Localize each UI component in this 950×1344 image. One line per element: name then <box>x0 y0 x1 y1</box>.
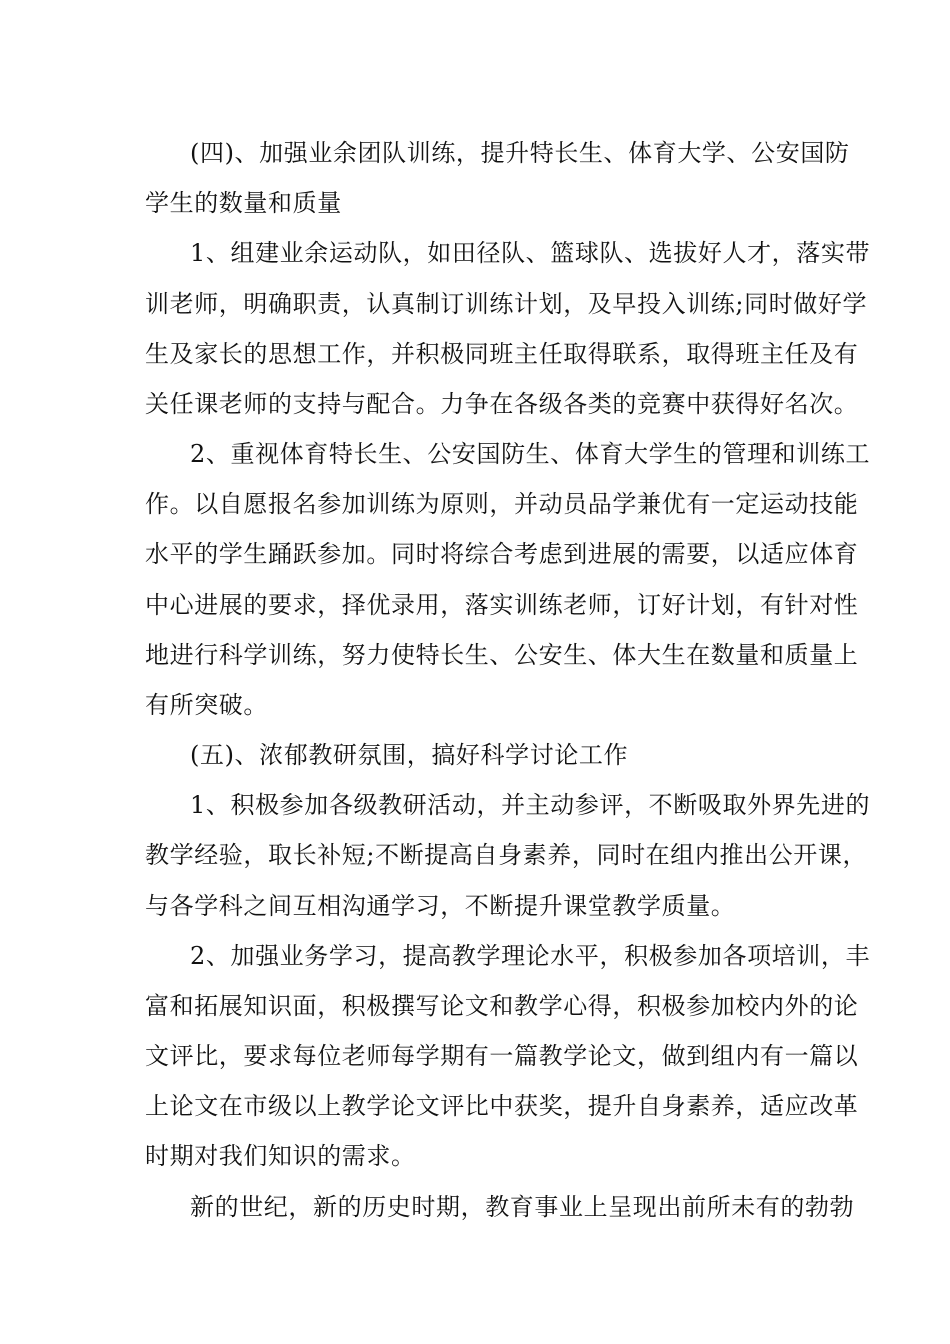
section-heading-five: (五)、浓郁教研氛围，搞好科学讨论工作 <box>190 741 629 769</box>
paragraph-line: 中心进展的要求，择优录用，落实训练老师，订好计划，有针对性 <box>145 591 859 619</box>
paragraph-line: 时期对我们知识的需求。 <box>145 1142 416 1170</box>
paragraph-line: 上论文在市级以上教学论文评比中获奖，提升自身素养，适应改革 <box>145 1092 859 1120</box>
paragraph-line: 作。以自愿报名参加训练为原则，并动员品学兼优有一定运动技能 <box>145 490 859 518</box>
paragraph-line: 1、积极参加各级教研活动，并主动参评，不断吸取外界先进的 <box>190 791 871 819</box>
paragraph-line: 1、组建业余运动队，如田径队、篮球队、选拔好人才，落实带 <box>190 239 871 267</box>
paragraph-line: 地进行科学训练，努力使特长生、公安生、体大生在数量和质量上 <box>145 641 859 669</box>
paragraph-line: 与各学科之间互相沟通学习，不断提升课堂教学质量。 <box>145 892 736 920</box>
paragraph-line: 训老师，明确职责，认真制订训练计划，及早投入训练;同时做好学 <box>145 290 868 318</box>
paragraph-line: 生及家长的思想工作，并积极同班主任取得联系，取得班主任及有 <box>145 340 859 368</box>
paragraph-line: 新的世纪，新的历史时期，教育事业上呈现出前所未有的勃勃 <box>190 1193 855 1221</box>
paragraph-line: 2、重视体育特长生、公安国防生、体育大学生的管理和训练工 <box>190 440 871 468</box>
section-heading-four: (四)、加强业余团队训练，提升特长生、体育大学、公安国防 <box>190 139 850 167</box>
paragraph-line: 教学经验，取长补短;不断提高自身素养，同时在组内推出公开课， <box>145 841 868 869</box>
paragraph-line: 关任课老师的支持与配合。力争在各级各类的竞赛中获得好名次。 <box>145 390 859 418</box>
paragraph-line: 富和拓展知识面，积极撰写论文和教学心得，积极参加校内外的论 <box>145 992 859 1020</box>
paragraph-line: 文评比，要求每位老师每学期有一篇教学论文，做到组内有一篇以 <box>145 1042 859 1070</box>
paragraph-line: 2、加强业务学习，提高教学理论水平，积极参加各项培训，丰 <box>190 942 871 970</box>
paragraph-line: 学生的数量和质量 <box>145 189 342 217</box>
paragraph-line: 有所突破。 <box>145 691 268 719</box>
paragraph-line: 水平的学生踊跃参加。同时将综合考虑到进展的需要，以适应体育 <box>145 540 859 568</box>
